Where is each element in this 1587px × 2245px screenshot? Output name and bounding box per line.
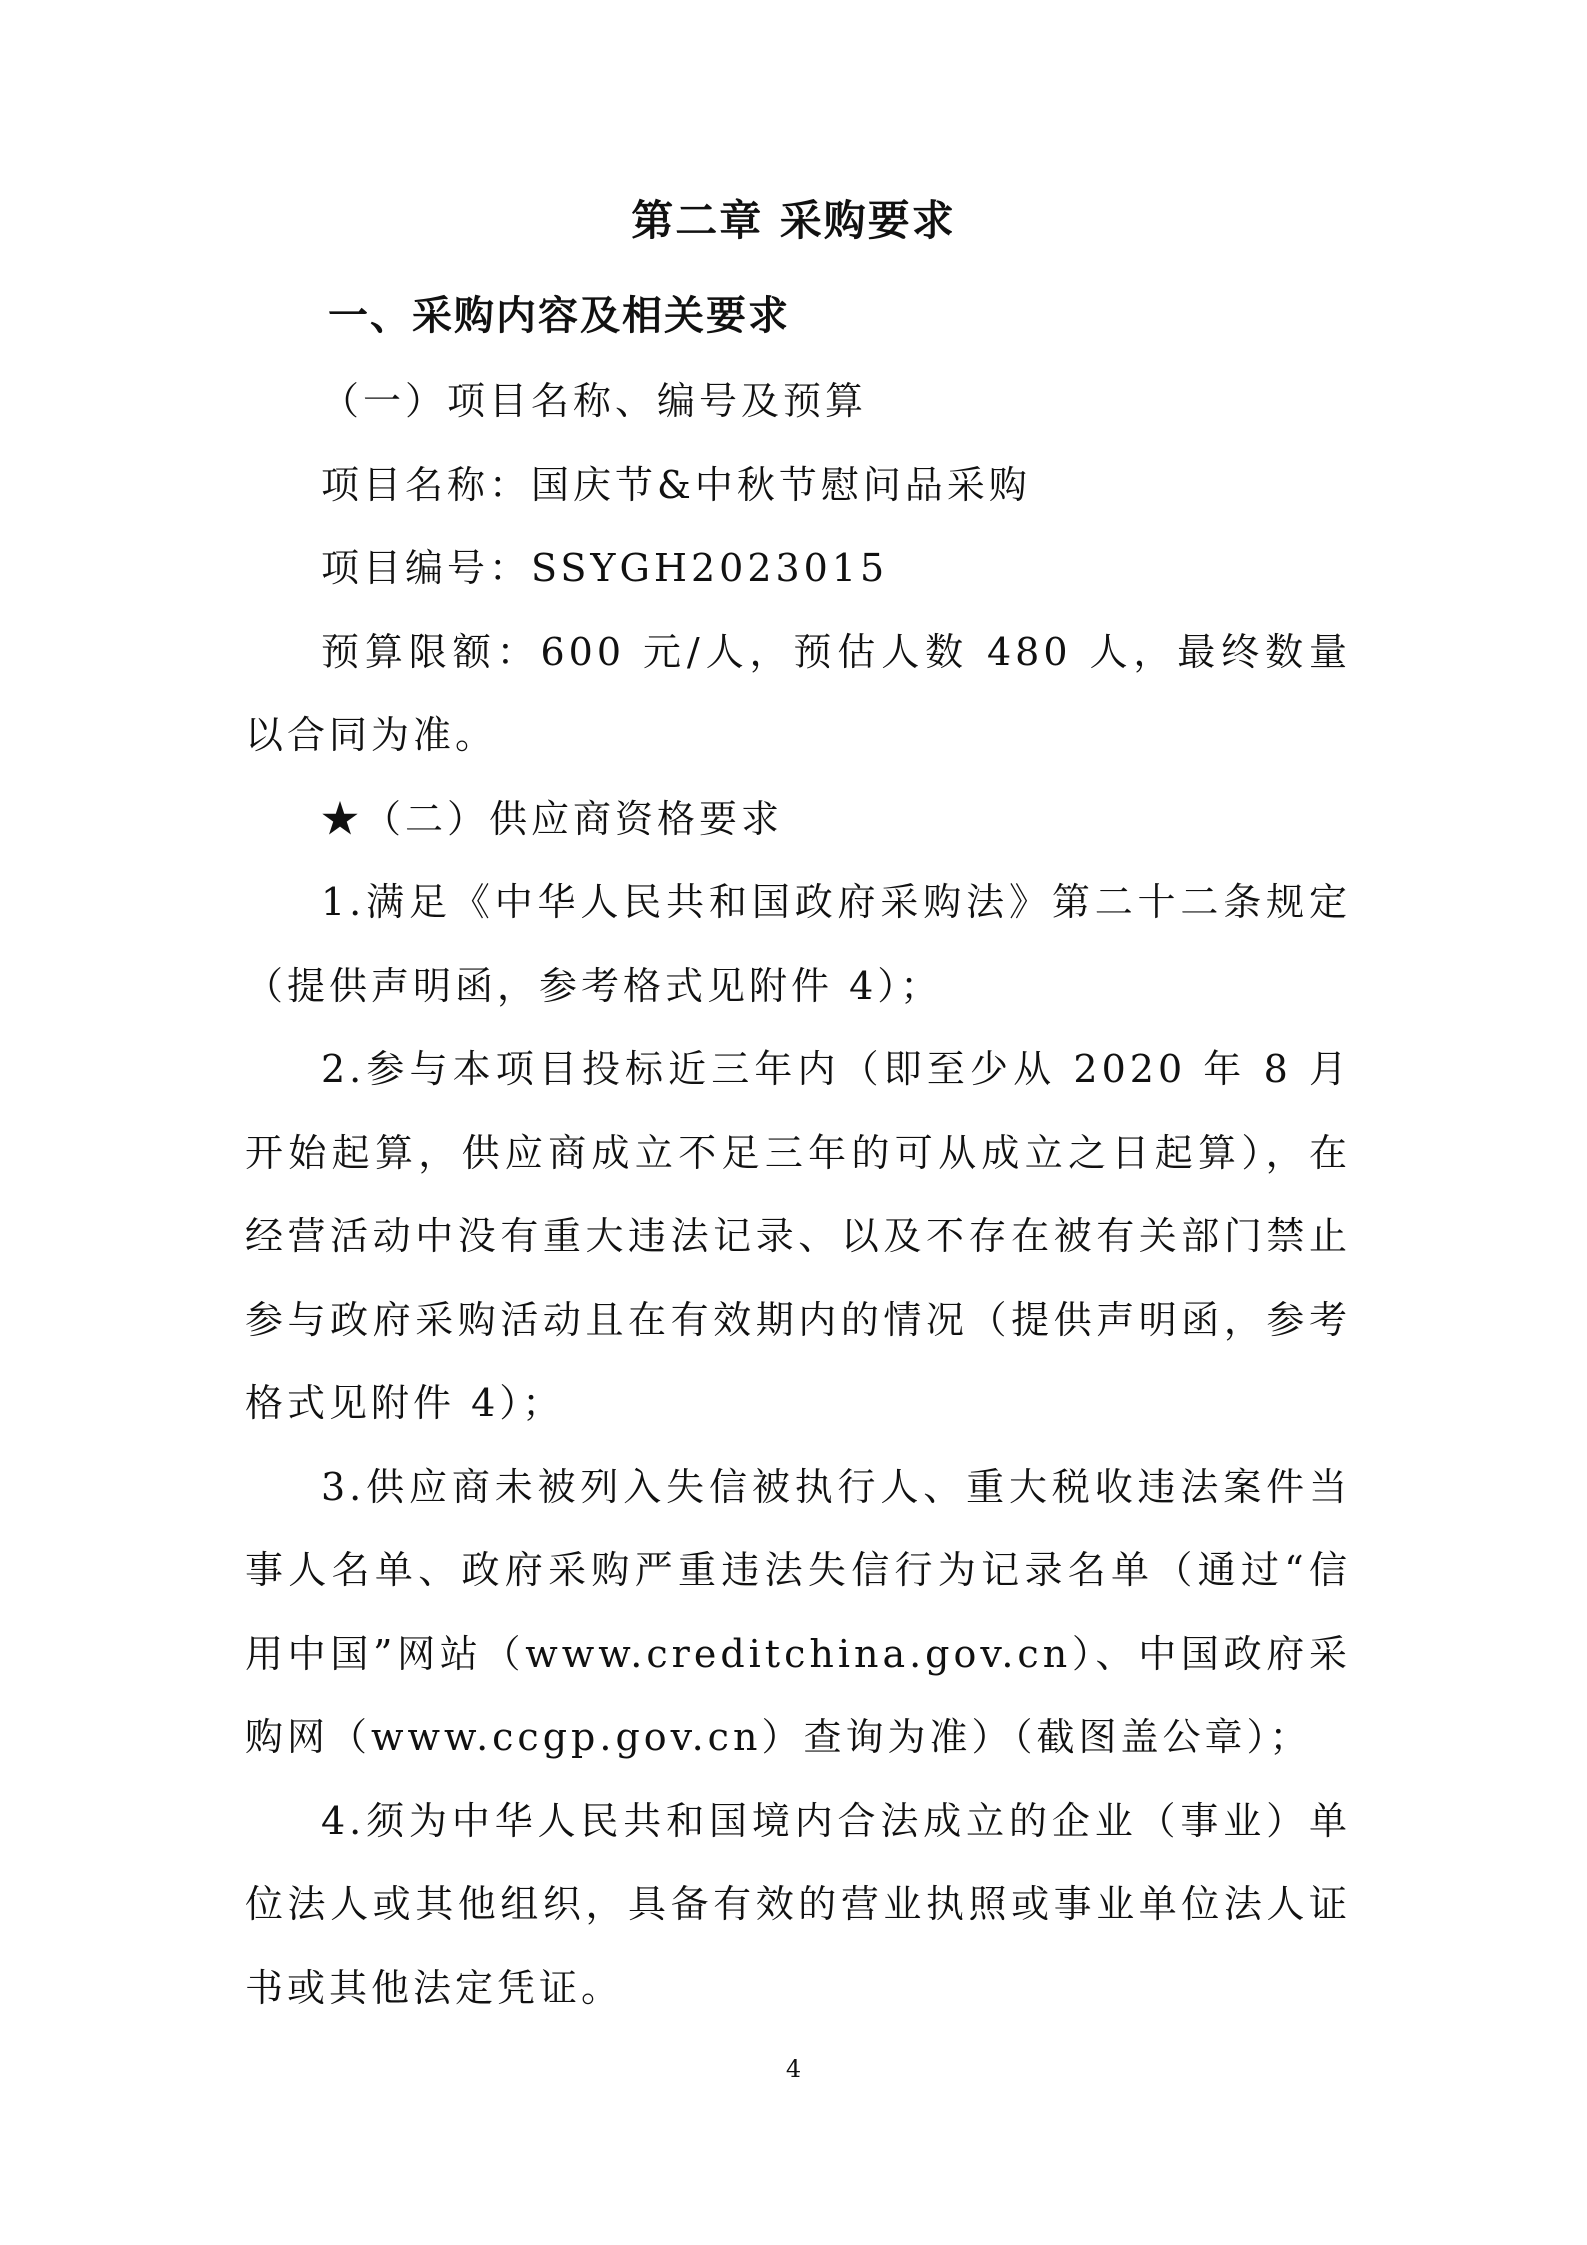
requirement-2: 2.参与本项目投标近三年内（即至少从 2020 年 8 月开始起算，供应商成立不足三年的可从成立之日起算），在经营活动中没有重大违法记录、以及不存在被有关部门禁止参与政府采购活动且在有效期内的情况（提供声明函，参考格式见附件 4）； [245, 1047, 1351, 1425]
body-text [245, 360, 1351, 2030]
requirement-4: 4.须为中华人民共和国境内合法成立的企业（事业）单位法人或其他组织，具备有效的营业执照或事业单位法人证书或其他法定凭证。 [245, 1798, 1351, 2010]
subsection-heading-project: （一）项目名称、编号及预算 [321, 379, 868, 423]
page-number: 4 [785, 2055, 802, 2083]
subsection-heading-qualification: ★（二）供应商资格要求 [321, 796, 784, 841]
project-name: 项目名称：国庆节&中秋节慰问品采购 [321, 462, 1031, 507]
requirement-3: 3.供应商未被列入失信被执行人、重大税收违法案件当事人名单、政府采购严重违法失信行为记录名单（通过“信用中国”网站（www.creditchina.gov.cn）、中国政府采购网（www.ccgp.gov.cn）查询为准）（截图盖公章）； [245, 1464, 1351, 1759]
budget-limit: 预算限额：600 元/人，预估人数 480 人，最终数量以合同为准。 [245, 629, 1351, 757]
chapter-title: 第二章 采购要求 [631, 196, 956, 245]
section-heading: 一、采购内容及相关要求 [328, 293, 790, 339]
requirement-1: 1.满足《中华人民共和国政府采购法》第二十二条规定（提供声明函，参考格式见附件 4）； [245, 880, 1351, 1008]
project-number: 项目编号：SSYGH2023015 [321, 546, 889, 590]
